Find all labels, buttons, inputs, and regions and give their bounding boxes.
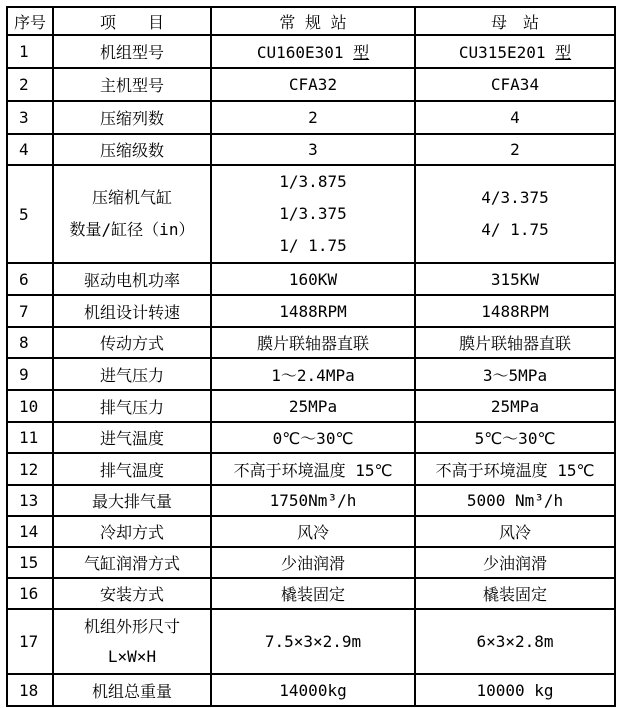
cell-item: 传动方式 — [53, 327, 211, 358]
table-row — [7, 422, 615, 453]
cell-item: 排气温度 — [53, 453, 211, 485]
cell-num: 4 — [7, 134, 53, 165]
cell-conventional: 1488RPM — [211, 295, 415, 327]
cell-mother: 不高于环境温度 15℃ — [415, 453, 615, 485]
table-row — [7, 263, 615, 295]
cell-item: 气缸润滑方式 — [53, 547, 211, 578]
cell-num: 12 — [7, 453, 53, 485]
table-row — [7, 578, 615, 609]
cell-mother: 风冷 — [415, 516, 615, 547]
cell-item: 排气压力 — [53, 390, 211, 422]
cell-num: 11 — [7, 422, 53, 453]
table-row — [7, 358, 615, 390]
cell-num: 8 — [7, 327, 53, 358]
cell-conventional: 0℃～30℃ — [211, 422, 415, 453]
cell-mother: 3～5MPa — [415, 358, 615, 390]
cell-conventional: 3 — [211, 134, 415, 165]
cell-conventional: 1/3.875 1/3.375 1/ 1.75 — [211, 165, 415, 263]
cell-num: 17 — [7, 609, 53, 674]
cell-mother: 10000 kg — [415, 674, 615, 706]
model-type-underlined: 型 — [555, 43, 572, 62]
model-code: CU160E301 — [256, 43, 354, 62]
cell-num: 9 — [7, 358, 53, 390]
cell-conventional: 风冷 — [211, 516, 415, 547]
table-row — [7, 327, 615, 358]
cell-num: 15 — [7, 547, 53, 578]
spec-table — [6, 6, 616, 707]
cell-conventional: 14000kg — [211, 674, 415, 706]
cell-conventional: 2 — [211, 101, 415, 134]
table-row — [7, 101, 615, 134]
table-row — [7, 485, 615, 516]
cell-num: 6 — [7, 263, 53, 295]
table-row — [7, 453, 615, 485]
cell-item: 主机型号 — [53, 68, 211, 101]
cell-mother: 膜片联轴器直联 — [415, 327, 615, 358]
cell-conventional: 25MPa — [211, 390, 415, 422]
cell-num: 5 — [7, 165, 53, 263]
cell-conventional: 膜片联轴器直联 — [211, 327, 415, 358]
cell-item: 机组设计转速 — [53, 295, 211, 327]
cell-conventional: 160KW — [211, 263, 415, 295]
cell-num: 13 — [7, 485, 53, 516]
table-row — [7, 609, 615, 674]
cell-mother: 4/3.375 4/ 1.75 — [415, 165, 615, 263]
table-row — [7, 165, 615, 263]
table-row — [7, 547, 615, 578]
cell-item: 压缩级数 — [53, 134, 211, 165]
cell-num: 10 — [7, 390, 53, 422]
cell-conventional: CFA32 — [211, 68, 415, 101]
table-row — [7, 35, 615, 68]
cell-item: 机组型号 — [53, 35, 211, 68]
header-item: 项 目 — [53, 7, 211, 35]
cell-item: 进气温度 — [53, 422, 211, 453]
cell-mother: 橇装固定 — [415, 578, 615, 609]
table-row — [7, 674, 615, 706]
cell-item: 冷却方式 — [53, 516, 211, 547]
cell-mother: 少油润滑 — [415, 547, 615, 578]
header-index: 序号 — [7, 7, 53, 35]
header-conventional-station: 常 规 站 — [211, 7, 415, 35]
cell-num: 18 — [7, 674, 53, 706]
cell-conventional: 1750Nm³/h — [211, 485, 415, 516]
cell-num: 14 — [7, 516, 53, 547]
cell-mother: 1488RPM — [415, 295, 615, 327]
cell-conventional: 橇装固定 — [211, 578, 415, 609]
cell-mother: 2 — [415, 134, 615, 165]
cell-mother: CFA34 — [415, 68, 615, 101]
cell-item: 机组总重量 — [53, 674, 211, 706]
cell-mother: 5000 Nm³/h — [415, 485, 615, 516]
cell-mother — [415, 35, 615, 68]
table-row — [7, 295, 615, 327]
cell-num: 7 — [7, 295, 53, 327]
cell-conventional: 1～2.4MPa — [211, 358, 415, 390]
cell-item: 最大排气量 — [53, 485, 211, 516]
cell-item: 压缩机气缸 数量/缸径（in） — [53, 165, 211, 263]
table-row — [7, 390, 615, 422]
cell-item: 安装方式 — [53, 578, 211, 609]
cell-num: 3 — [7, 101, 53, 134]
cell-mother: 25MPa — [415, 390, 615, 422]
cell-item: 进气压力 — [53, 358, 211, 390]
cell-conventional — [211, 35, 415, 68]
header-row — [7, 7, 615, 35]
cell-num: 16 — [7, 578, 53, 609]
cell-conventional: 不高于环境温度 15℃ — [211, 453, 415, 485]
cell-mother: 6×3×2.8m — [415, 609, 615, 674]
header-mother-station: 母 站 — [415, 7, 615, 35]
cell-mother: 5℃～30℃ — [415, 422, 615, 453]
table-row — [7, 516, 615, 547]
cell-conventional: 7.5×3×2.9m — [211, 609, 415, 674]
table-row — [7, 134, 615, 165]
cell-conventional: 少油润滑 — [211, 547, 415, 578]
cell-item: 压缩列数 — [53, 101, 211, 134]
cell-mother: 315KW — [415, 263, 615, 295]
cell-num: 1 — [7, 35, 53, 68]
cell-item: 驱动电机功率 — [53, 263, 211, 295]
cell-num: 2 — [7, 68, 53, 101]
cell-item: 机组外形尺寸 L×W×H — [53, 609, 211, 674]
table-row — [7, 68, 615, 101]
model-type-underlined: 型 — [353, 43, 370, 62]
model-code: CU315E201 — [458, 43, 556, 62]
cell-mother: 4 — [415, 101, 615, 134]
